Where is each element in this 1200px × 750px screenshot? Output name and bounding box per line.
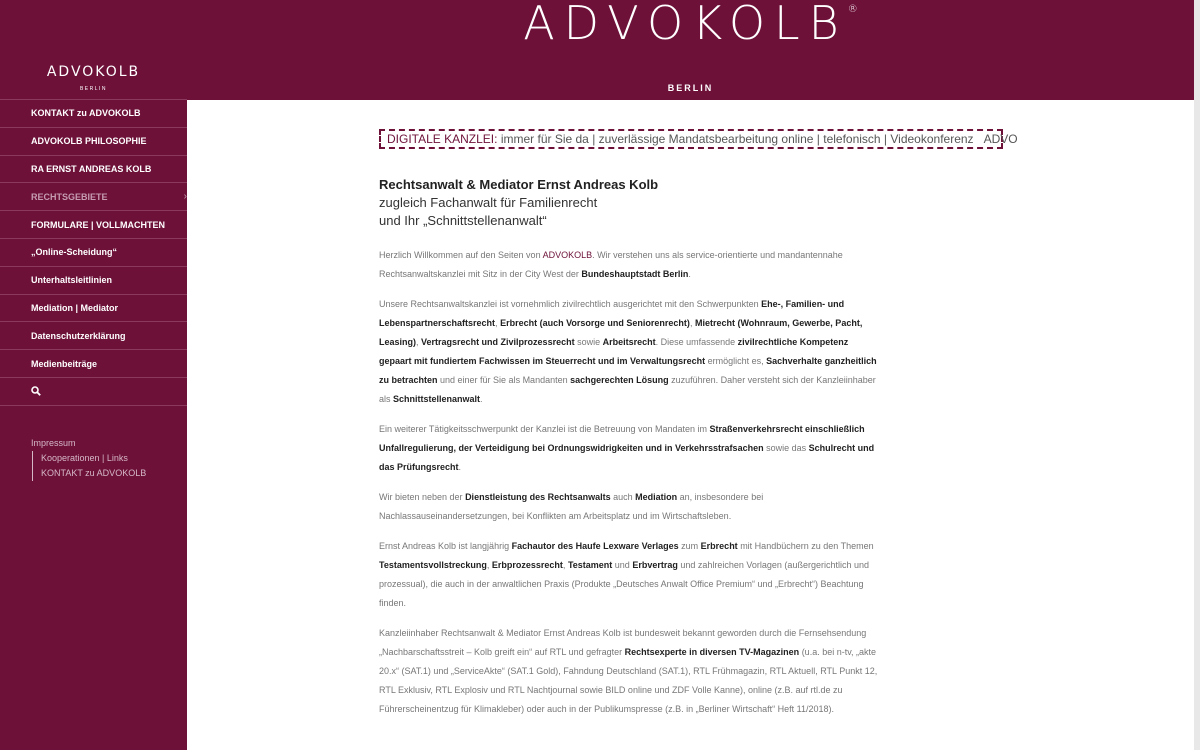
nav-item-label: RECHTSGEBIETE [31,191,108,202]
paragraph-schwerpunkte: Unsere Rechtsanwaltskanzlei ist vornehmlich zivilrechtlich ausgerichtet mit den Schwerpunkten Ehe-, Familien- und Lebenspartnerschaftsrecht, Erbrecht (auch Vorsorge und Seniorenrecht), Mietrecht (Wohnraum, Gewerbe, Pacht, Leasing), Vertragsrecht und Zivilprozessrecht sowie Arbeitsrecht. Diese umfassende zivilrechtliche Kompetenz gepaart mit fundiertem Fachwissen im Steuerrecht und im Verwaltungsrecht ermöglicht es, Sachverhalte ganzheitlich zu betrachten und einer für Sie als Mandanten sachgerechten Lösung zuzuführen. Daher versteht sich der Kanzleiinhaber als Schnittstellenanwalt. [379,299,877,404]
nav-item-online-scheidung[interactable] [0,239,187,267]
nav-item-search[interactable] [0,378,187,406]
nav-item-kontakt[interactable] [0,100,187,128]
scrollbar[interactable] [1194,0,1200,750]
nav-item-medienbeitraege[interactable] [0,350,187,378]
page-title: Rechtsanwalt & Mediator Ernst Andreas Kolb [379,177,659,192]
nav-item-label: KONTAKT zu ADVOKOLB [31,108,141,119]
nav-item-label: FORMULARE | VOLLMACHTEN [31,219,166,230]
paragraph-verkehrsrecht: Ein weiterer Tätigkeitsschwerpunkt der Kanzlei ist die Betreuung von Mandaten im Straßenverkehrsrecht einschließlich Unfallregulierung, der Verteidigung bei Ordnungswidrigkeiten und in Verkehrsstrafsachen sowie das Schulrecht und das Prüfungsrecht. [379,424,875,472]
nav-item-label: „Online-Scheidung“ [31,247,118,258]
search-icon[interactable] [31,386,41,396]
nav-item-rechtsgebiete[interactable] [0,183,187,211]
site-header [187,0,1194,100]
registered-mark: ® [847,4,858,15]
paragraph-welcome: Herzlich Willkommen auf den Seiten von ADVOKOLB. Wir verstehen uns als service-orientierte und mandantennahe Rechtsanwaltskanzlei mit Sitz in der City West der Bundeshauptstadt Berlin. [379,250,843,279]
nav-item-philosophie[interactable] [0,128,187,156]
nav-item-label: Mediation | Mediator [31,302,119,313]
paragraph-tv: Kanzleiinhaber Rechtsanwalt & Mediator Ernst Andreas Kolb ist bundesweit bekannt geworden durch die Fernsehsendung „Nachbarschaftsstreit – Kolb greift ein“ auf RTL und gefragter Rechtsexperte in diversen TV-Magazinen (u.a. bei n-tv, „akte 20.x“ (SAT.1) und „ServiceAkte“ (SAT.1 Gold), Fahndung Deutschland (SAT.1), RTL Frühmagazin, RTL Aktuell, RTL Punkt 12, RTL Exklusiv, RTL Explosiv und RTL Nachtjournal sowie BILD online und ZDF Volle Kanne), online (z.B. auf rtl.de zu Führerscheinentzug für Klimakleber) oder auch in der Publikumspresse (z.B. in „Berliner Wirtschaft“ Heft 11/2018). [379,628,878,714]
nav-item-mediation[interactable] [0,295,187,323]
nav-item-datenschutz[interactable] [0,322,187,350]
nav-item-label: Medienbeiträge [31,358,98,369]
chevron-right-icon: › [183,191,187,203]
nav-item-label: ADVOKOLB PHILOSOPHIE [31,136,147,147]
site-logo[interactable] [187,0,1194,50]
impressum-link[interactable]: Impressum [31,437,76,448]
sidebar-footer [0,436,187,481]
paragraph-mediation: Wir bieten neben der Dienstleistung des Rechtsanwalts auch Mediation an, insbesondere bei Nachlassauseinandersetzungen, bei Konflikten am Arbeitsplatz und im Wirtschaftsleben. [379,492,764,521]
news-ticker [379,129,1018,149]
nav-item-unterhaltsleitlinien[interactable] [0,267,187,295]
main-nav [0,100,187,406]
nav-item-label: RA ERNST ANDREAS KOLB [31,163,152,174]
nav-item-ra-kolb[interactable] [0,156,187,184]
nav-item-label: Datenschutzerklärung [31,330,126,341]
header-city: BERLIN [667,83,714,93]
kooperationen-link[interactable]: Kooperationen | Links [32,451,187,466]
site-logo-text[interactable]: ADVOKOLB [523,0,848,50]
sidebar-logo-text[interactable]: ADVOKOLB [46,64,141,80]
brand-link[interactable]: ADVOKOLB [542,250,593,260]
article [379,176,879,730]
paragraph-fachautor: Ernst Andreas Kolb ist langjährig Fachautor des Haufe Lexware Verlages zum Erbrecht mit Handbüchern zu den Themen Testamentsvollstreckung, Erbprozessrecht, Testament und Erbvertrag und zahlreichen Vorlagen (außergerichtlich und prozessual), die auch in der anwaltlichen Praxis (Produkte „Deutsches Anwalt Office Premium“ und „Erbrecht“) Beachtung finden. [379,541,874,608]
sidebar [0,0,187,750]
nav-item-label: Unterhaltsleitlinien [31,275,113,286]
footer-kontakt-link[interactable]: KONTAKT zu ADVOKOLB [32,466,187,481]
ticker-accent: DIGITALE KANZLEI: [387,132,498,146]
sidebar-logo-city: BERLIN [79,86,108,92]
main-content [187,100,1194,750]
sidebar-logo[interactable] [0,0,187,100]
page-subtitle-1: zugleich Fachanwalt für Familienrecht [379,195,598,210]
page-subtitle-2: und Ihr „Schnittstellenanwalt“ [379,213,547,228]
ticker-tail: ADVO [983,132,1018,146]
ticker-text: immer für Sie da | zuverlässige Mandatsbearbeitung online | telefonisch | Videokonferenz [500,132,974,146]
nav-item-formulare[interactable] [0,211,187,239]
